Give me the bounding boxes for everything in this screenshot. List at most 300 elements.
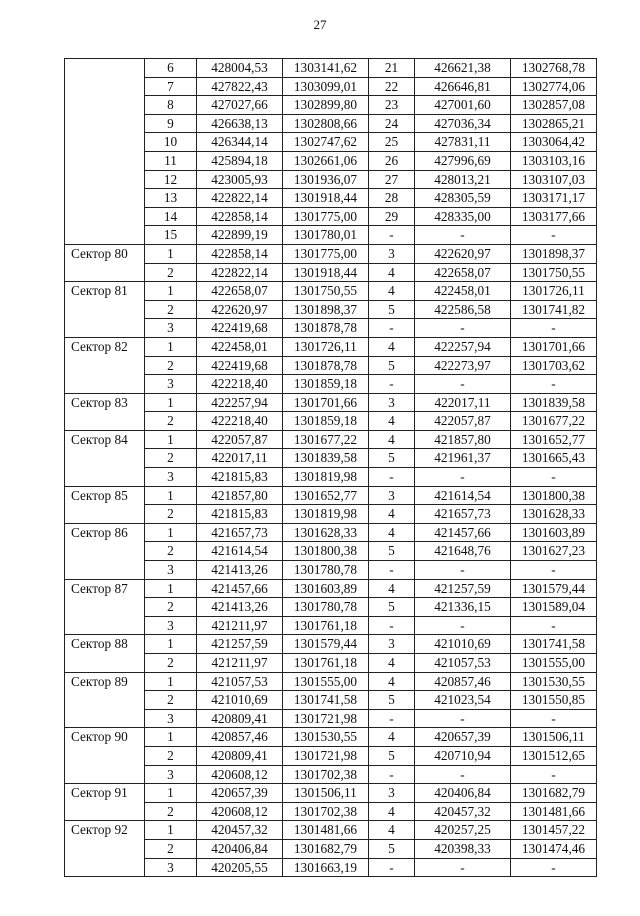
x-coordinate-cell: 421857,80 — [197, 486, 283, 505]
point-number-cell: 1 — [145, 672, 197, 691]
x-coordinate-cell: 422057,87 — [197, 430, 283, 449]
point-number-cell: 4 — [369, 282, 415, 301]
table-row — [65, 523, 597, 542]
x-coordinate-cell: 420457,32 — [415, 802, 511, 821]
y-coordinate-cell: 1301627,23 — [511, 542, 597, 561]
y-coordinate-cell: 1301800,38 — [283, 542, 369, 561]
coordinates-table — [64, 58, 597, 877]
point-number-cell: 29 — [369, 207, 415, 226]
point-number-cell: 24 — [369, 114, 415, 133]
y-coordinate-cell: 1301839,58 — [511, 393, 597, 412]
point-number-cell: - — [369, 375, 415, 394]
table-row — [65, 263, 597, 282]
point-number-cell: 2 — [145, 598, 197, 617]
y-coordinate-cell: 1301481,66 — [283, 821, 369, 840]
point-number-cell: - — [369, 858, 415, 877]
point-number-cell: 4 — [369, 672, 415, 691]
y-coordinate-cell: 1301701,66 — [511, 337, 597, 356]
sector-label: Сектор 85 — [65, 486, 145, 523]
point-number-cell: 25 — [369, 133, 415, 152]
x-coordinate-cell: 421057,53 — [415, 654, 511, 673]
table-row — [65, 654, 597, 673]
y-coordinate-cell: 1301898,37 — [511, 244, 597, 263]
y-coordinate-cell: 1301859,18 — [283, 375, 369, 394]
point-number-cell: 5 — [369, 598, 415, 617]
point-number-cell: 9 — [145, 114, 197, 133]
table-row — [65, 598, 597, 617]
y-coordinate-cell: 1301603,89 — [511, 523, 597, 542]
table-row — [65, 468, 597, 487]
sector-label: Сектор 82 — [65, 337, 145, 393]
sector-label: Сектор 92 — [65, 821, 145, 877]
point-number-cell: 3 — [369, 635, 415, 654]
y-coordinate-cell: 1301550,85 — [511, 691, 597, 710]
y-coordinate-cell: 1301780,01 — [283, 226, 369, 245]
point-number-cell: 4 — [369, 505, 415, 524]
x-coordinate-cell: 422218,40 — [197, 412, 283, 431]
y-coordinate-cell: 1301652,77 — [283, 486, 369, 505]
x-coordinate-cell: 427036,34 — [415, 114, 511, 133]
x-coordinate-cell: 422586,58 — [415, 300, 511, 319]
y-coordinate-cell: 1301741,58 — [511, 635, 597, 654]
y-coordinate-cell: 1301726,11 — [511, 282, 597, 301]
point-number-cell: 3 — [145, 858, 197, 877]
y-coordinate-cell: - — [511, 616, 597, 635]
x-coordinate-cell: 422257,94 — [415, 337, 511, 356]
table-row — [65, 207, 597, 226]
page-number: 27 — [313, 17, 327, 32]
x-coordinate-cell: - — [415, 616, 511, 635]
x-coordinate-cell: 420857,46 — [197, 728, 283, 747]
point-number-cell: 1 — [145, 784, 197, 803]
x-coordinate-cell: 428305,59 — [415, 189, 511, 208]
x-coordinate-cell: 421010,69 — [415, 635, 511, 654]
y-coordinate-cell: - — [511, 709, 597, 728]
point-number-cell: 4 — [369, 337, 415, 356]
x-coordinate-cell: 422822,14 — [197, 189, 283, 208]
x-coordinate-cell: 422822,14 — [197, 263, 283, 282]
x-coordinate-cell: 420205,55 — [197, 858, 283, 877]
x-coordinate-cell: 421457,66 — [415, 523, 511, 542]
table-row — [65, 486, 597, 505]
x-coordinate-cell: 421010,69 — [197, 691, 283, 710]
y-coordinate-cell: 1301512,65 — [511, 746, 597, 765]
x-coordinate-cell: 425894,18 — [197, 151, 283, 170]
x-coordinate-cell: 420608,12 — [197, 802, 283, 821]
x-coordinate-cell: 428004,53 — [197, 59, 283, 78]
point-number-cell: 1 — [145, 430, 197, 449]
point-number-cell: - — [369, 616, 415, 635]
y-coordinate-cell: 1301721,98 — [283, 746, 369, 765]
y-coordinate-cell: 1301506,11 — [511, 728, 597, 747]
y-coordinate-cell: 1301703,62 — [511, 356, 597, 375]
y-coordinate-cell: - — [511, 226, 597, 245]
table-row — [65, 542, 597, 561]
table-row — [65, 300, 597, 319]
table-row — [65, 784, 597, 803]
table-row — [65, 728, 597, 747]
x-coordinate-cell: 421057,53 — [197, 672, 283, 691]
x-coordinate-cell: 422858,14 — [197, 244, 283, 263]
point-number-cell: 2 — [145, 802, 197, 821]
x-coordinate-cell: 428013,21 — [415, 170, 511, 189]
point-number-cell: 21 — [369, 59, 415, 78]
y-coordinate-cell: 1301555,00 — [283, 672, 369, 691]
table-row — [65, 709, 597, 728]
table-row — [65, 244, 597, 263]
table-row — [65, 282, 597, 301]
point-number-cell: 4 — [369, 579, 415, 598]
point-number-cell: 28 — [369, 189, 415, 208]
y-coordinate-cell: 1301530,55 — [283, 728, 369, 747]
point-number-cell: 1 — [145, 579, 197, 598]
x-coordinate-cell: 422899,19 — [197, 226, 283, 245]
x-coordinate-cell: - — [415, 468, 511, 487]
x-coordinate-cell: 421211,97 — [197, 654, 283, 673]
y-coordinate-cell: 1303103,16 — [511, 151, 597, 170]
table-row — [65, 802, 597, 821]
table-row — [65, 337, 597, 356]
point-number-cell: 11 — [145, 151, 197, 170]
point-number-cell: - — [369, 319, 415, 338]
y-coordinate-cell: - — [511, 561, 597, 580]
table-row — [65, 561, 597, 580]
x-coordinate-cell: 420406,84 — [415, 784, 511, 803]
x-coordinate-cell: 422658,07 — [415, 263, 511, 282]
y-coordinate-cell: 1301701,66 — [283, 393, 369, 412]
x-coordinate-cell: 422017,11 — [415, 393, 511, 412]
point-number-cell: 15 — [145, 226, 197, 245]
table-row — [65, 839, 597, 858]
x-coordinate-cell: 427027,66 — [197, 96, 283, 115]
x-coordinate-cell: - — [415, 858, 511, 877]
point-number-cell: 7 — [145, 77, 197, 96]
table-row — [65, 77, 597, 96]
y-coordinate-cell: 1301682,79 — [283, 839, 369, 858]
x-coordinate-cell: 422620,97 — [197, 300, 283, 319]
x-coordinate-cell: 421257,59 — [415, 579, 511, 598]
y-coordinate-cell: 1301741,82 — [511, 300, 597, 319]
point-number-cell: 3 — [145, 319, 197, 338]
x-coordinate-cell: 420457,32 — [197, 821, 283, 840]
point-number-cell: 4 — [369, 821, 415, 840]
y-coordinate-cell: 1301628,33 — [511, 505, 597, 524]
x-coordinate-cell: 420809,41 — [197, 746, 283, 765]
table-row — [65, 189, 597, 208]
x-coordinate-cell: 422419,68 — [197, 356, 283, 375]
y-coordinate-cell: 1302865,21 — [511, 114, 597, 133]
x-coordinate-cell: - — [415, 765, 511, 784]
x-coordinate-cell: 421413,26 — [197, 561, 283, 580]
point-number-cell: 1 — [145, 486, 197, 505]
point-number-cell: 2 — [145, 356, 197, 375]
point-number-cell: 1 — [145, 728, 197, 747]
point-number-cell: 4 — [369, 802, 415, 821]
x-coordinate-cell: 421614,54 — [197, 542, 283, 561]
point-number-cell: - — [369, 765, 415, 784]
x-coordinate-cell: 421657,73 — [415, 505, 511, 524]
x-coordinate-cell: 421336,15 — [415, 598, 511, 617]
sector-label: Сектор 80 — [65, 244, 145, 281]
y-coordinate-cell: 1301726,11 — [283, 337, 369, 356]
table-row — [65, 393, 597, 412]
point-number-cell: 3 — [145, 616, 197, 635]
point-number-cell: 3 — [145, 709, 197, 728]
point-number-cell: 12 — [145, 170, 197, 189]
y-coordinate-cell: 1301474,46 — [511, 839, 597, 858]
point-number-cell: 5 — [369, 356, 415, 375]
x-coordinate-cell: 421413,26 — [197, 598, 283, 617]
table-row — [65, 114, 597, 133]
point-number-cell: 2 — [145, 300, 197, 319]
table-row — [65, 133, 597, 152]
x-coordinate-cell: 422257,94 — [197, 393, 283, 412]
point-number-cell: - — [369, 468, 415, 487]
y-coordinate-cell: 1301555,00 — [511, 654, 597, 673]
point-number-cell: 23 — [369, 96, 415, 115]
y-coordinate-cell: 1301750,55 — [511, 263, 597, 282]
point-number-cell: 2 — [145, 839, 197, 858]
point-number-cell: 1 — [145, 821, 197, 840]
y-coordinate-cell: 1301761,18 — [283, 616, 369, 635]
y-coordinate-cell: 1301819,98 — [283, 468, 369, 487]
table-row — [65, 449, 597, 468]
x-coordinate-cell: 426621,38 — [415, 59, 511, 78]
y-coordinate-cell: 1302899,80 — [283, 96, 369, 115]
y-coordinate-cell: 1302774,06 — [511, 77, 597, 96]
point-number-cell: 14 — [145, 207, 197, 226]
y-coordinate-cell: 1301775,00 — [283, 244, 369, 263]
table-row — [65, 616, 597, 635]
x-coordinate-cell: - — [415, 709, 511, 728]
table-row — [65, 579, 597, 598]
y-coordinate-cell: 1302768,78 — [511, 59, 597, 78]
table-row — [65, 59, 597, 78]
table-row — [65, 635, 597, 654]
table-row — [65, 412, 597, 431]
point-number-cell: 5 — [369, 839, 415, 858]
x-coordinate-cell: 426638,13 — [197, 114, 283, 133]
table-row — [65, 746, 597, 765]
x-coordinate-cell: 422458,01 — [197, 337, 283, 356]
table-row — [65, 672, 597, 691]
x-coordinate-cell: 420406,84 — [197, 839, 283, 858]
point-number-cell: 3 — [369, 486, 415, 505]
table-row — [65, 356, 597, 375]
x-coordinate-cell: 420857,46 — [415, 672, 511, 691]
y-coordinate-cell: 1301878,78 — [283, 319, 369, 338]
table-row — [65, 691, 597, 710]
y-coordinate-cell: 1301800,38 — [511, 486, 597, 505]
y-coordinate-cell: - — [511, 468, 597, 487]
point-number-cell: 1 — [145, 635, 197, 654]
point-number-cell: 5 — [369, 746, 415, 765]
x-coordinate-cell: 422218,40 — [197, 375, 283, 394]
x-coordinate-cell: 426344,14 — [197, 133, 283, 152]
point-number-cell: 5 — [369, 300, 415, 319]
point-number-cell: 2 — [145, 691, 197, 710]
x-coordinate-cell: 420710,94 — [415, 746, 511, 765]
x-coordinate-cell: 422017,11 — [197, 449, 283, 468]
y-coordinate-cell: 1302808,66 — [283, 114, 369, 133]
x-coordinate-cell: 422419,68 — [197, 319, 283, 338]
x-coordinate-cell: 420398,33 — [415, 839, 511, 858]
x-coordinate-cell: 421815,83 — [197, 505, 283, 524]
y-coordinate-cell: 1301780,78 — [283, 561, 369, 580]
table-row — [65, 858, 597, 877]
y-coordinate-cell: 1301936,07 — [283, 170, 369, 189]
y-coordinate-cell: 1301918,44 — [283, 263, 369, 282]
x-coordinate-cell: 420657,39 — [197, 784, 283, 803]
y-coordinate-cell: 1301775,00 — [283, 207, 369, 226]
y-coordinate-cell: 1303107,03 — [511, 170, 597, 189]
point-number-cell: 2 — [145, 263, 197, 282]
x-coordinate-cell: 427831,11 — [415, 133, 511, 152]
y-coordinate-cell: 1301579,44 — [511, 579, 597, 598]
point-number-cell: 1 — [145, 393, 197, 412]
y-coordinate-cell: 1301589,04 — [511, 598, 597, 617]
y-coordinate-cell: 1303099,01 — [283, 77, 369, 96]
sector-label: Сектор 83 — [65, 393, 145, 430]
point-number-cell: 4 — [369, 263, 415, 282]
table-row — [65, 375, 597, 394]
x-coordinate-cell: 421961,37 — [415, 449, 511, 468]
x-coordinate-cell: 428335,00 — [415, 207, 511, 226]
point-number-cell: 3 — [145, 765, 197, 784]
y-coordinate-cell: 1301663,19 — [283, 858, 369, 877]
y-coordinate-cell: 1301859,18 — [283, 412, 369, 431]
y-coordinate-cell: 1301819,98 — [283, 505, 369, 524]
y-coordinate-cell: 1302747,62 — [283, 133, 369, 152]
point-number-cell: 2 — [145, 412, 197, 431]
point-number-cell: 2 — [145, 542, 197, 561]
point-number-cell: - — [369, 226, 415, 245]
point-number-cell: 6 — [145, 59, 197, 78]
x-coordinate-cell: - — [415, 226, 511, 245]
y-coordinate-cell: 1301918,44 — [283, 189, 369, 208]
x-coordinate-cell: 422273,97 — [415, 356, 511, 375]
x-coordinate-cell: 422458,01 — [415, 282, 511, 301]
sector-label: Сектор 89 — [65, 672, 145, 728]
x-coordinate-cell: 421457,66 — [197, 579, 283, 598]
point-number-cell: 5 — [369, 449, 415, 468]
point-number-cell: 3 — [145, 561, 197, 580]
point-number-cell: 5 — [369, 542, 415, 561]
point-number-cell: 1 — [145, 337, 197, 356]
y-coordinate-cell: 1303171,17 — [511, 189, 597, 208]
x-coordinate-cell: 427001,60 — [415, 96, 511, 115]
x-coordinate-cell: 427996,69 — [415, 151, 511, 170]
x-coordinate-cell: - — [415, 319, 511, 338]
point-number-cell: 1 — [145, 282, 197, 301]
sector-label: Сектор 91 — [65, 784, 145, 821]
y-coordinate-cell: 1301457,22 — [511, 821, 597, 840]
y-coordinate-cell: 1301702,38 — [283, 765, 369, 784]
y-coordinate-cell: 1301530,55 — [511, 672, 597, 691]
y-coordinate-cell: 1301579,44 — [283, 635, 369, 654]
point-number-cell: 4 — [369, 412, 415, 431]
point-number-cell: 2 — [145, 505, 197, 524]
point-number-cell: 3 — [369, 784, 415, 803]
x-coordinate-cell: 426646,81 — [415, 77, 511, 96]
x-coordinate-cell: 421614,54 — [415, 486, 511, 505]
table-row — [65, 151, 597, 170]
point-number-cell: 22 — [369, 77, 415, 96]
x-coordinate-cell: 423005,93 — [197, 170, 283, 189]
y-coordinate-cell: - — [511, 765, 597, 784]
y-coordinate-cell: 1302857,08 — [511, 96, 597, 115]
point-number-cell: 27 — [369, 170, 415, 189]
x-coordinate-cell: 421648,76 — [415, 542, 511, 561]
y-coordinate-cell: 1303141,62 — [283, 59, 369, 78]
y-coordinate-cell: 1301677,22 — [511, 412, 597, 431]
point-number-cell: 3 — [369, 244, 415, 263]
x-coordinate-cell: - — [415, 375, 511, 394]
x-coordinate-cell: 420809,41 — [197, 709, 283, 728]
point-number-cell: 4 — [369, 430, 415, 449]
y-coordinate-cell: 1301506,11 — [283, 784, 369, 803]
sector-label: Сектор 90 — [65, 728, 145, 784]
y-coordinate-cell: 1301741,58 — [283, 691, 369, 710]
point-number-cell: 1 — [145, 244, 197, 263]
point-number-cell: 4 — [369, 654, 415, 673]
point-number-cell: 3 — [369, 393, 415, 412]
y-coordinate-cell: 1301721,98 — [283, 709, 369, 728]
y-coordinate-cell: 1301780,78 — [283, 598, 369, 617]
point-number-cell: - — [369, 709, 415, 728]
point-number-cell: - — [369, 561, 415, 580]
point-number-cell: 2 — [145, 746, 197, 765]
point-number-cell: 4 — [369, 728, 415, 747]
y-coordinate-cell: 1301652,77 — [511, 430, 597, 449]
point-number-cell: 8 — [145, 96, 197, 115]
table-row — [65, 170, 597, 189]
sector-label: Сектор 87 — [65, 579, 145, 635]
x-coordinate-cell: 420257,25 — [415, 821, 511, 840]
y-coordinate-cell: 1301665,43 — [511, 449, 597, 468]
x-coordinate-cell: 422858,14 — [197, 207, 283, 226]
y-coordinate-cell: 1301839,58 — [283, 449, 369, 468]
y-coordinate-cell: - — [511, 319, 597, 338]
y-coordinate-cell: 1301481,66 — [511, 802, 597, 821]
x-coordinate-cell: 422658,07 — [197, 282, 283, 301]
table-row — [65, 765, 597, 784]
y-coordinate-cell: - — [511, 375, 597, 394]
x-coordinate-cell: 422057,87 — [415, 412, 511, 431]
y-coordinate-cell: 1303064,42 — [511, 133, 597, 152]
sector-label: Сектор 84 — [65, 430, 145, 486]
point-number-cell: 10 — [145, 133, 197, 152]
x-coordinate-cell: 421857,80 — [415, 430, 511, 449]
point-number-cell: 3 — [145, 468, 197, 487]
y-coordinate-cell: 1301702,38 — [283, 802, 369, 821]
x-coordinate-cell: 421257,59 — [197, 635, 283, 654]
point-number-cell: 3 — [145, 375, 197, 394]
point-number-cell: 13 — [145, 189, 197, 208]
point-number-cell: 2 — [145, 654, 197, 673]
point-number-cell: 26 — [369, 151, 415, 170]
point-number-cell: 5 — [369, 691, 415, 710]
sector-cell — [65, 59, 145, 245]
x-coordinate-cell: 421657,73 — [197, 523, 283, 542]
table-row — [65, 505, 597, 524]
y-coordinate-cell: 1301761,18 — [283, 654, 369, 673]
y-coordinate-cell: 1301682,79 — [511, 784, 597, 803]
y-coordinate-cell: 1301677,22 — [283, 430, 369, 449]
x-coordinate-cell: 420657,39 — [415, 728, 511, 747]
x-coordinate-cell: 427822,43 — [197, 77, 283, 96]
table-row — [65, 821, 597, 840]
